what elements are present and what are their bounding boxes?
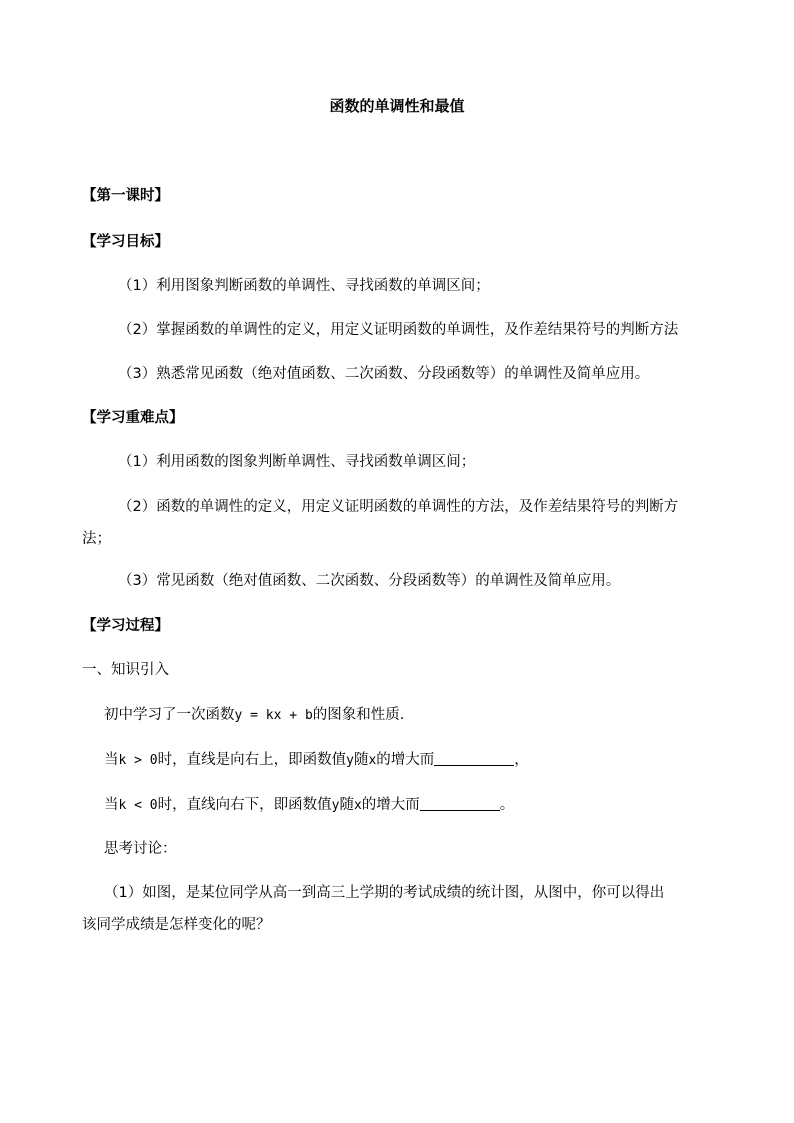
k-positive-text: 时，直线是向右上，即函数值	[157, 752, 347, 768]
section-lesson-heading: 【第一课时】	[82, 188, 169, 204]
k-negative-text: 。	[499, 797, 515, 813]
k-negative-line	[104, 795, 514, 816]
intro-paragraph	[104, 705, 404, 726]
k-positive-text: 随	[353, 752, 369, 768]
goal-item: （2）掌握函数的单调性的定义，用定义证明函数的单调性，及作差结果符号的判断方法	[118, 322, 679, 338]
fill-in-blank[interactable]	[434, 751, 514, 766]
question-1-line2: 该同学成绩是怎样变化的呢？	[82, 917, 271, 933]
k-positive-formula: k > 0	[118, 753, 158, 768]
k-negative-text: 的增大而	[361, 797, 420, 813]
k-negative-formula: k < 0	[118, 798, 158, 813]
k-negative-text: 时，直线向右下，即函数值	[157, 797, 332, 813]
k-negative-text: 当	[104, 797, 119, 813]
document-title: 函数的单调性和最值	[329, 97, 465, 115]
k-negative-text: 随	[339, 797, 354, 813]
goal-item: （1）利用图象判断函数的单调性、寻找函数的单调区间；	[118, 278, 490, 294]
k-positive-text: 的增大而	[376, 752, 435, 768]
key-point-item: （2）函数的单调性的定义，用定义证明函数的单调性的方法，及作差结果符号的判断方	[118, 499, 679, 515]
intro-text-prefix: 初中学习了一次函数	[104, 707, 235, 723]
fill-in-blank[interactable]	[420, 796, 500, 811]
variable-x: x	[353, 798, 362, 813]
section-process-heading: 【学习过程】	[82, 618, 169, 634]
section-key-heading: 【学习重难点】	[82, 410, 184, 426]
k-positive-line	[104, 750, 529, 771]
think-discuss-label: 思考讨论：	[104, 841, 177, 857]
section-goals-heading: 【学习目标】	[82, 234, 169, 250]
k-positive-text: ，	[514, 752, 529, 768]
k-positive-text: 当	[104, 752, 119, 768]
key-point-item: （1）利用函数的图象判断单调性、寻找函数单调区间；	[118, 454, 476, 470]
goal-item: （3）熟悉常见函数（绝对值函数、二次函数、分段函数等）的单调性及简单应用。	[118, 366, 650, 382]
key-point-continuation: 法；	[82, 531, 111, 547]
variable-y: y	[346, 753, 354, 768]
variable-x: x	[368, 753, 377, 768]
key-point-item: （3）常见函数（绝对值函数、二次函数、分段函数等）的单调性及简单应用。	[118, 573, 621, 589]
question-1-line1: （1）如图，是某位同学从高一到高三上学期的考试成绩的统计图，从图中，你可以得出	[104, 885, 665, 901]
intro-text-suffix: 的图象和性质.	[312, 707, 405, 723]
variable-y: y	[331, 798, 340, 813]
intro-heading: 一、知识引入	[82, 662, 169, 678]
linear-function-formula: y = kx + b	[234, 708, 313, 723]
